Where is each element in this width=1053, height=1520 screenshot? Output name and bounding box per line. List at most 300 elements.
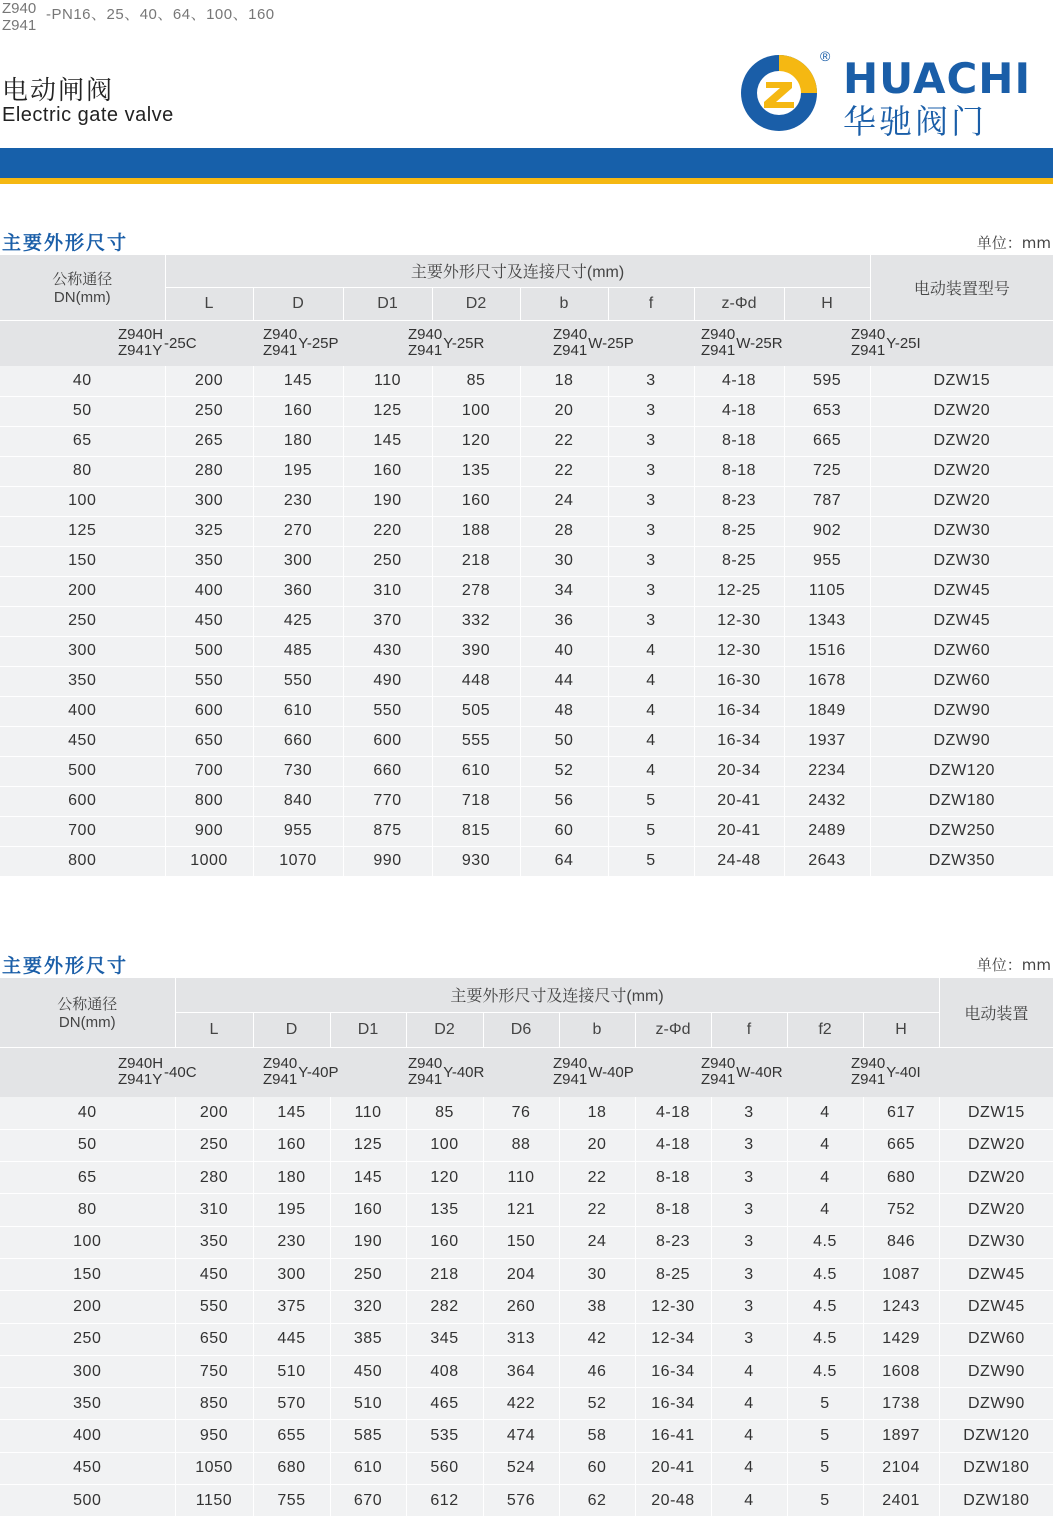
dimension-cell: 350 — [175, 1226, 253, 1258]
dimension-cell: 524 — [483, 1452, 559, 1484]
dimension-cell: 320 — [330, 1291, 406, 1323]
dimension-cell: 595 — [784, 366, 870, 396]
model-designation — [263, 327, 339, 359]
dimension-cell: 655 — [253, 1420, 330, 1452]
dimension-cell: 2104 — [863, 1452, 939, 1484]
dn-cell: 65 — [0, 426, 165, 456]
dn-cell: 40 — [0, 366, 165, 396]
dimension-cell: 1150 — [175, 1485, 253, 1517]
dimension-cell: 250 — [343, 546, 432, 576]
model-suffix: W-25R — [736, 334, 783, 352]
dimension-cell: 3 — [711, 1129, 787, 1161]
dimension-cell: 550 — [343, 696, 432, 726]
dimension-cell: 300 — [253, 1258, 330, 1290]
registered-mark: ® — [820, 48, 831, 64]
dimension-cell: 20-41 — [694, 786, 784, 816]
dimension-cell: 22 — [559, 1194, 635, 1226]
dimension-cell: 1087 — [863, 1258, 939, 1290]
dn-cell: 150 — [0, 546, 165, 576]
dimension-cell: 16-34 — [635, 1355, 711, 1387]
dimension-cell: 3 — [711, 1258, 787, 1290]
dimension-cell: 4 — [787, 1162, 863, 1194]
dimension-cell: 500 — [165, 636, 253, 666]
dimension-cell: 610 — [432, 756, 520, 786]
dimension-cell: 570 — [253, 1388, 330, 1420]
dimension-cell: 660 — [253, 726, 343, 756]
dimension-cell: 422 — [483, 1388, 559, 1420]
column-header: D2 — [406, 1012, 483, 1047]
model-top: Z940 — [553, 1055, 588, 1073]
dimension-cell: 600 — [165, 696, 253, 726]
model-top: Z940 — [408, 326, 443, 344]
actuator-cell: DZW20 — [939, 1129, 1053, 1161]
dimension-cell: 653 — [784, 396, 870, 426]
dimension-cell: 505 — [432, 696, 520, 726]
table-row — [0, 576, 1053, 606]
dimension-cell: 34 — [520, 576, 608, 606]
actuator-cell: DZW20 — [939, 1194, 1053, 1226]
dimension-cell: 1243 — [863, 1291, 939, 1323]
actuator-cell: DZW45 — [939, 1291, 1053, 1323]
dimension-cell: 313 — [483, 1323, 559, 1355]
actuator-cell: DZW30 — [870, 516, 1053, 546]
section-title-1: 主要外形尺寸 — [2, 232, 129, 254]
column-header: z-Φd — [635, 1012, 711, 1047]
table-row — [0, 636, 1053, 666]
header-band-blue — [0, 148, 1053, 178]
dimension-cell: 955 — [784, 546, 870, 576]
dn-cell: 450 — [0, 726, 165, 756]
model-top: Z940 — [263, 326, 298, 344]
dimension-cell: 5 — [787, 1485, 863, 1517]
dimension-cell: 8-25 — [694, 546, 784, 576]
dimension-cell: 360 — [253, 576, 343, 606]
page-title-cn: 电动闸阀 — [2, 76, 115, 106]
table-row — [0, 726, 1053, 756]
table-row — [0, 666, 1053, 696]
dimension-cell: 230 — [253, 486, 343, 516]
model-designation — [553, 327, 634, 359]
dimension-cell: 121 — [483, 1194, 559, 1226]
dimension-cell: 16-30 — [694, 666, 784, 696]
dimension-cell: 150 — [483, 1226, 559, 1258]
table-row — [0, 816, 1053, 846]
model-top: Z940 — [263, 1055, 298, 1073]
dimension-cell: 3 — [608, 396, 694, 426]
dimension-cell: 85 — [432, 366, 520, 396]
dimension-cell: 950 — [175, 1420, 253, 1452]
dimension-cell: 30 — [520, 546, 608, 576]
dimension-cell: 135 — [432, 456, 520, 486]
dimension-cell: 218 — [406, 1258, 483, 1290]
dimension-cell: 110 — [483, 1162, 559, 1194]
actuator-cell: DZW120 — [939, 1420, 1053, 1452]
brand-name-en: HUACHI — [843, 54, 1032, 103]
model-suffix: W-40R — [736, 1063, 783, 1081]
model-suffix: Y-40P — [298, 1063, 339, 1081]
dimension-cell: 8-25 — [694, 516, 784, 546]
actuator-cell: DZW15 — [939, 1097, 1053, 1129]
dn-cell: 600 — [0, 786, 165, 816]
dimension-cell: 4 — [608, 756, 694, 786]
dimension-cell: 350 — [165, 546, 253, 576]
dn-header — [0, 255, 165, 320]
actuator-cell: DZW90 — [939, 1388, 1053, 1420]
dimension-cell: 4 — [787, 1194, 863, 1226]
model-bottom: Z941 — [701, 1071, 736, 1089]
dimension-cell: 600 — [343, 726, 432, 756]
actuator-cell: DZW180 — [870, 786, 1053, 816]
dimension-cell: 1516 — [784, 636, 870, 666]
dn-cell: 80 — [0, 1194, 175, 1226]
dimension-cell: 550 — [175, 1291, 253, 1323]
dimension-cell: 3 — [608, 516, 694, 546]
dimension-cell: 190 — [343, 486, 432, 516]
dimension-cell: 8-18 — [694, 426, 784, 456]
dimension-cell: 660 — [343, 756, 432, 786]
table-row — [0, 1485, 1053, 1517]
dimension-cell: 1429 — [863, 1323, 939, 1355]
dimension-cell: 990 — [343, 846, 432, 876]
dn-cell: 50 — [0, 396, 165, 426]
dimension-cell: 474 — [483, 1420, 559, 1452]
dimension-cell: 1678 — [784, 666, 870, 696]
table-row — [0, 486, 1053, 516]
dimension-cell: 52 — [559, 1388, 635, 1420]
dimension-cell: 1343 — [784, 606, 870, 636]
dimensions-table-2 — [0, 978, 1053, 1517]
dimension-cell: 5 — [608, 816, 694, 846]
dimension-cell: 448 — [432, 666, 520, 696]
dimension-cell: 188 — [432, 516, 520, 546]
column-header: D1 — [330, 1012, 406, 1047]
dimension-cell: 76 — [483, 1097, 559, 1129]
dn-cell: 300 — [0, 636, 165, 666]
column-header: f2 — [787, 1012, 863, 1047]
dimension-cell: 3 — [608, 426, 694, 456]
dn-cell: 200 — [0, 1291, 175, 1323]
dimension-cell: 4.5 — [787, 1355, 863, 1387]
dimension-cell: 510 — [253, 1355, 330, 1387]
pressure-rating-list: -PN16、25、40、64、100、160 — [46, 6, 275, 23]
dimension-cell: 4.5 — [787, 1258, 863, 1290]
dimension-cell: 12-30 — [635, 1291, 711, 1323]
model-designation — [408, 1056, 484, 1088]
dimension-cell: 1050 — [175, 1452, 253, 1484]
dimension-cell: 218 — [432, 546, 520, 576]
dn-cell: 700 — [0, 816, 165, 846]
model-series-label — [2, 0, 275, 34]
dimension-cell: 730 — [253, 756, 343, 786]
dimension-cell: 250 — [175, 1129, 253, 1161]
dimension-cell: 665 — [863, 1129, 939, 1161]
model-suffix: Y-40I — [886, 1063, 921, 1081]
column-header: H — [863, 1012, 939, 1047]
dimension-cell: 4 — [711, 1452, 787, 1484]
dimension-cell: 345 — [406, 1323, 483, 1355]
table-row — [0, 546, 1053, 576]
dimension-cell: 22 — [520, 426, 608, 456]
dimension-cell: 450 — [175, 1258, 253, 1290]
group-header: 主要外形尺寸及连接尺寸(mm) — [175, 978, 939, 1012]
table-row — [0, 1291, 1053, 1323]
table-row — [0, 696, 1053, 726]
column-header: D1 — [343, 287, 432, 320]
dn-cell: 500 — [0, 756, 165, 786]
dimension-cell: 3 — [711, 1194, 787, 1226]
dimension-cell: 300 — [165, 486, 253, 516]
model-bottom: Z941 — [553, 342, 588, 360]
actuator-cell: DZW15 — [870, 366, 1053, 396]
model-line-1: Z940 — [2, 0, 37, 17]
dimension-cell: 4.5 — [787, 1291, 863, 1323]
dn-cell: 65 — [0, 1162, 175, 1194]
dimension-cell: 265 — [165, 426, 253, 456]
dimension-cell: 24 — [559, 1226, 635, 1258]
dimension-cell: 485 — [253, 636, 343, 666]
dimension-cell: 752 — [863, 1194, 939, 1226]
dimension-cell: 20 — [559, 1129, 635, 1161]
dimension-cell: 135 — [406, 1194, 483, 1226]
dimension-cell: 2432 — [784, 786, 870, 816]
dimension-cell: 875 — [343, 816, 432, 846]
dimension-cell: 787 — [784, 486, 870, 516]
dimension-cell: 36 — [520, 606, 608, 636]
model-suffix: Y-25P — [298, 334, 339, 352]
dimension-cell: 50 — [520, 726, 608, 756]
dimension-cell: 490 — [343, 666, 432, 696]
actuator-cell: DZW30 — [939, 1226, 1053, 1258]
dimension-cell: 665 — [784, 426, 870, 456]
dimension-cell: 56 — [520, 786, 608, 816]
column-header: b — [520, 287, 608, 320]
table-row — [0, 426, 1053, 456]
actuator-cell: DZW60 — [939, 1323, 1053, 1355]
dimension-cell: 8-18 — [635, 1194, 711, 1226]
dn-cell: 400 — [0, 696, 165, 726]
dimension-cell: 510 — [330, 1388, 406, 1420]
table-row — [0, 1420, 1053, 1452]
dimension-cell: 160 — [253, 396, 343, 426]
dimension-cell: 2643 — [784, 846, 870, 876]
dimension-cell: 8-18 — [635, 1162, 711, 1194]
actuator-cell: DZW45 — [870, 606, 1053, 636]
dimension-cell: 3 — [711, 1291, 787, 1323]
dimension-cell: 3 — [711, 1226, 787, 1258]
actuator-cell: DZW45 — [939, 1258, 1053, 1290]
dimension-cell: 576 — [483, 1485, 559, 1517]
dn-cell: 800 — [0, 846, 165, 876]
dimension-cell: 450 — [330, 1355, 406, 1387]
dimension-cell: 28 — [520, 516, 608, 546]
dimension-cell: 5 — [608, 846, 694, 876]
dn-cell: 500 — [0, 1485, 175, 1517]
column-header: H — [784, 287, 870, 320]
dimension-cell: 725 — [784, 456, 870, 486]
model-stack — [2, 0, 36, 34]
dimension-cell: 120 — [406, 1162, 483, 1194]
dimension-cell: 270 — [253, 516, 343, 546]
dimension-cell: 680 — [253, 1452, 330, 1484]
dimension-cell: 650 — [165, 726, 253, 756]
dimension-cell: 610 — [253, 696, 343, 726]
dimension-cell: 445 — [253, 1323, 330, 1355]
group-header: 主要外形尺寸及连接尺寸(mm) — [165, 255, 870, 287]
model-designation — [118, 1056, 197, 1088]
dimension-cell: 280 — [175, 1162, 253, 1194]
model-bottom: Z941 — [263, 342, 298, 360]
dimension-cell: 650 — [175, 1323, 253, 1355]
dimension-cell: 20-41 — [694, 816, 784, 846]
dimension-cell: 58 — [559, 1420, 635, 1452]
dimension-cell: 250 — [330, 1258, 406, 1290]
dn-header-en: DN(mm) — [53, 289, 111, 307]
dimension-cell: 44 — [520, 666, 608, 696]
dimension-cell: 718 — [432, 786, 520, 816]
actuator-cell: DZW30 — [870, 546, 1053, 576]
dimension-cell: 3 — [711, 1162, 787, 1194]
dimension-cell: 2234 — [784, 756, 870, 786]
column-header: L — [175, 1012, 253, 1047]
table-row — [0, 1097, 1053, 1129]
dimension-cell: 200 — [165, 366, 253, 396]
dimension-cell: 24 — [520, 486, 608, 516]
column-header: D — [253, 1012, 330, 1047]
header-band-yellow — [0, 178, 1053, 184]
dimension-cell: 1937 — [784, 726, 870, 756]
dn-cell: 80 — [0, 456, 165, 486]
dimension-cell: 46 — [559, 1355, 635, 1387]
dimension-cell: 160 — [330, 1194, 406, 1226]
dimension-cell: 125 — [343, 396, 432, 426]
dimension-cell: 180 — [253, 426, 343, 456]
dn-cell: 250 — [0, 606, 165, 636]
column-header: D6 — [483, 1012, 559, 1047]
dimension-cell: 120 — [432, 426, 520, 456]
dimension-cell: 125 — [330, 1129, 406, 1161]
model-designation — [701, 327, 783, 359]
dimension-cell: 1738 — [863, 1388, 939, 1420]
dimension-cell: 4-18 — [694, 396, 784, 426]
dimension-cell: 585 — [330, 1420, 406, 1452]
model-suffix: -25C — [164, 334, 197, 352]
model-suffix: W-25P — [588, 334, 634, 352]
actuator-cell: DZW60 — [870, 636, 1053, 666]
dimension-cell: 450 — [165, 606, 253, 636]
dn-cell: 40 — [0, 1097, 175, 1129]
table-row — [0, 1129, 1053, 1161]
dimension-cell: 160 — [253, 1129, 330, 1161]
dimension-cell: 230 — [253, 1226, 330, 1258]
model-bottom: Z941 — [851, 342, 886, 360]
dimension-cell: 20-34 — [694, 756, 784, 786]
model-suffix: W-40P — [588, 1063, 634, 1081]
actuator-cell: DZW90 — [870, 696, 1053, 726]
dimension-cell: 310 — [343, 576, 432, 606]
dimension-cell: 408 — [406, 1355, 483, 1387]
dimension-cell: 145 — [253, 366, 343, 396]
column-header: b — [559, 1012, 635, 1047]
dimension-cell: 220 — [343, 516, 432, 546]
model-line-2: Z941 — [2, 17, 37, 34]
model-designation — [851, 1056, 921, 1088]
table-row — [0, 1226, 1053, 1258]
dimension-cell: 680 — [863, 1162, 939, 1194]
actuator-header: 电动装置 — [939, 978, 1053, 1047]
dimension-cell: 4 — [711, 1355, 787, 1387]
table-row — [0, 1258, 1053, 1290]
dimension-cell: 1897 — [863, 1420, 939, 1452]
dimension-cell: 52 — [520, 756, 608, 786]
dimension-cell: 3 — [608, 546, 694, 576]
actuator-cell: DZW20 — [870, 426, 1053, 456]
dimension-cell: 88 — [483, 1129, 559, 1161]
dimension-cell: 22 — [520, 456, 608, 486]
model-designation — [701, 1056, 783, 1088]
dimension-cell: 38 — [559, 1291, 635, 1323]
dimension-cell: 8-18 — [694, 456, 784, 486]
dimension-cell: 1608 — [863, 1355, 939, 1387]
dimension-cell: 4 — [787, 1097, 863, 1129]
actuator-cell: DZW120 — [870, 756, 1053, 786]
table-row — [0, 516, 1053, 546]
dimension-cell: 3 — [711, 1323, 787, 1355]
dimension-cell: 24-48 — [694, 846, 784, 876]
unit-label-1: 单位：mm — [976, 234, 1051, 252]
dn-cell: 350 — [0, 666, 165, 696]
dimension-cell: 16-41 — [635, 1420, 711, 1452]
dimension-cell: 1000 — [165, 846, 253, 876]
dimension-cell: 145 — [330, 1162, 406, 1194]
dimension-cell: 670 — [330, 1485, 406, 1517]
dn-cell: 100 — [0, 1226, 175, 1258]
dimension-cell: 370 — [343, 606, 432, 636]
dimension-cell: 145 — [343, 426, 432, 456]
dimension-cell: 555 — [432, 726, 520, 756]
dimension-cell: 700 — [165, 756, 253, 786]
dimension-cell: 160 — [406, 1226, 483, 1258]
dimension-cell: 204 — [483, 1258, 559, 1290]
dimension-cell: 260 — [483, 1291, 559, 1323]
table-row — [0, 1162, 1053, 1194]
dimension-cell: 385 — [330, 1323, 406, 1355]
table-row — [0, 1323, 1053, 1355]
model-top: Z940 — [701, 326, 736, 344]
dimension-cell: 22 — [559, 1162, 635, 1194]
dimension-cell: 4 — [711, 1485, 787, 1517]
column-header: D — [253, 287, 343, 320]
dimension-cell: 3 — [608, 606, 694, 636]
model-bottom: Z941 — [263, 1071, 298, 1089]
dimension-cell: 12-30 — [694, 606, 784, 636]
dimension-cell: 850 — [175, 1388, 253, 1420]
dimension-cell: 5 — [787, 1452, 863, 1484]
actuator-cell: DZW180 — [939, 1452, 1053, 1484]
dimension-cell: 325 — [165, 516, 253, 546]
model-bottom: Z941 — [701, 342, 736, 360]
dimension-cell: 16-34 — [694, 696, 784, 726]
dn-header-cn: 公称通径 — [52, 271, 113, 289]
dimension-cell: 16-34 — [635, 1388, 711, 1420]
dimension-cell: 180 — [253, 1162, 330, 1194]
dimension-cell: 20 — [520, 396, 608, 426]
dimension-cell: 846 — [863, 1226, 939, 1258]
actuator-cell: DZW45 — [870, 576, 1053, 606]
actuator-cell: DZW350 — [870, 846, 1053, 876]
section-title-2: 主要外形尺寸 — [2, 955, 129, 977]
model-bottom: Z941 — [851, 1071, 886, 1089]
model-suffix: Y-25I — [886, 334, 921, 352]
